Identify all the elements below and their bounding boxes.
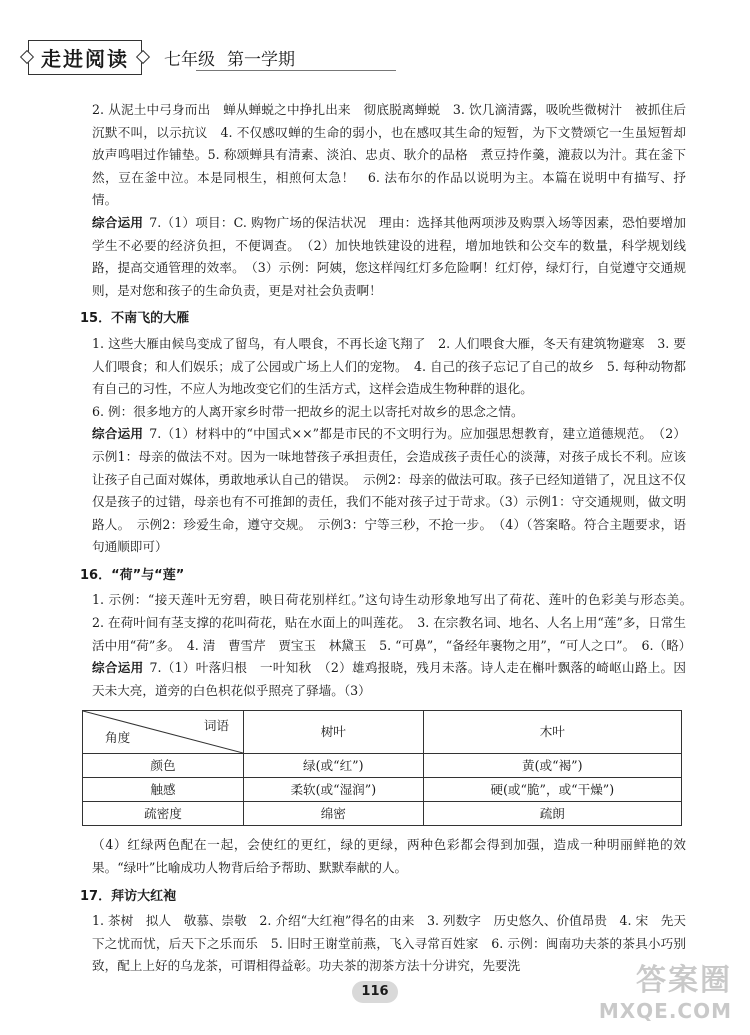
answer-paragraph bbox=[92, 423, 686, 559]
answer-paragraph: 1. 示例：“接天莲叶无穷碧，映日荷花别样红。”这句诗生动形象地写出了荷花、莲叶的色彩美与形态美。 2. 在荷叶间有茎支撑的花叫荷花，贴在水面上的叫莲花。 3. 在宗教名词、地名、人名上用“莲”多，日常生活中用“荷”多。 4. 清 曹雪芹 贾宝玉 林黛玉 5. “可鼻”，“备经年裹物之用”，“可人之口”。 6.（略） bbox=[92, 592, 699, 653]
answer-content bbox=[80, 99, 699, 978]
page-number: 116 bbox=[352, 981, 398, 1003]
grade-label: 七年级 bbox=[164, 49, 215, 70]
answer-paragraph: 1. 茶树 拟人 敬慕、崇敬 2. 介绍“大红袍”得名的由来 3. 列数字 历史悠久、价值昂贵 4. 宋 先天下之忧而忧，后天下之乐而乐 5. 旧时王谢堂前燕，飞入寻常百姓家 6. 示例：闽南功夫茶的茶具小巧别致，配上上好的乌龙茶，可谓相得益彰。功夫茶的沏茶方法十分讲究，先要洗 bbox=[92, 913, 686, 974]
section-heading: 16．“荷”与“莲” bbox=[80, 567, 185, 583]
watermark bbox=[599, 955, 732, 1023]
paragraph-text: 7.（1）材料中的“中国式××”都是市民的不文明行为。应加强思想教育，建立道德规范。 （2）示例1：母亲的做法不对。因为一味地替孩子承担责任，会造成孩子责任心的淡薄，对孩子成长不利。应该让孩子自己面对媒体，勇敢地承认自己的错误。 示例2：母亲的做法可取。孩子已经知道错了，况且这不仅仅是孩子的过错，母亲也有不可推卸的责任，我们不能对孩子过于苛求。（3）示例1：守交通规则，做文明路人。 示例2：珍爱生命，遵守交规。 示例3：宁等三秒，不抢一步。 （4）（答案略。符合主题要求，语句通顺即可） bbox=[92, 426, 687, 555]
table-row bbox=[83, 778, 682, 802]
row-label-cell: 触感 bbox=[83, 778, 244, 802]
table-cell: 硬(或“脆”，或“干燥”) bbox=[423, 778, 681, 802]
comparison-table bbox=[82, 710, 682, 826]
section-label: 综合运用 bbox=[92, 214, 144, 230]
section-label: 综合运用 bbox=[92, 426, 144, 442]
corner-top-label: 词语 bbox=[203, 718, 229, 734]
page-header bbox=[28, 40, 295, 74]
table-corner bbox=[83, 711, 244, 754]
answer-paragraph bbox=[92, 212, 686, 302]
watermark-top: 答案圈 bbox=[636, 963, 732, 998]
corner-bottom-label: 角度 bbox=[105, 729, 131, 745]
section-heading: 15．不南飞的大雁 bbox=[80, 311, 190, 327]
paragraph-text: 7.（1）叶落归根 一叶知秋 （2）雄鸡报晓，残月未落。诗人走在槲叶飘落的崎岖山路上。因天未大亮，道旁的白色枳花似乎照亮了驿墙。（3） bbox=[92, 660, 686, 698]
table-cell: 疏朗 bbox=[423, 802, 681, 826]
table-cell: 黄(或“褐”) bbox=[423, 754, 681, 778]
table-cell: 柔软(或“湿润”) bbox=[244, 778, 424, 802]
table-cell: 绿(或“红”) bbox=[244, 754, 424, 778]
table-row bbox=[83, 754, 682, 778]
section-heading: 17．拜访大红袍 bbox=[80, 888, 177, 904]
table-header-cell: 树叶 bbox=[244, 711, 424, 754]
paragraph-text: 7.（1）项目：C. 购物广场的保洁状况 理由：选择其他两项涉及购票入场等因素，恐怕要增加学生不必要的经济负担，不便调查。 （2）加快地铁建设的进程，增加地铁和公交车的数量，科学规划线路，提高交通管理的效率。 （3）示例：阿姨，您这样闯红灯多危险啊！红灯停，绿灯行，自觉遵守交通规则，是对您和孩子的生命负责，更是对社会负责啊！ bbox=[92, 214, 686, 298]
row-label-cell: 颜色 bbox=[83, 754, 244, 778]
row-label-cell: 疏密度 bbox=[83, 802, 244, 826]
table-row bbox=[83, 802, 682, 826]
answer-paragraph: 2. 从泥土中弓身而出 蝉从蝉蜕之中挣扎出来 彻底脱离蝉蜕 3. 饮几滴清露，吸吮些微树汁 被抓住后沉默不叫，以示抗议 4. 不仅感叹蝉的生命的弱小，也在感叹其生命的短暂，为下文赞颂它一生虽短暂却放声鸣唱过作铺垫。5. 称颂蝉具有清素、淡泊、忠贞、耿介的品格 煮豆持作羹，漉菽以为汁。萁在釜下然，豆在釜中泣。本是同根生，相煎何太急！ 6. 法布尔的作品以说明为主。本篇在说明中有描写、抒情。 bbox=[92, 102, 686, 208]
term-label: 第一学期 bbox=[227, 49, 295, 70]
answer-paragraph: 6. 例：很多地方的人离开家乡时带一把故乡的泥土以寄托对故乡的思念之情。 bbox=[92, 403, 524, 419]
table-cell: 绵密 bbox=[244, 802, 424, 826]
header-divider bbox=[196, 70, 396, 71]
series-title: 走进阅读 bbox=[28, 40, 142, 75]
answer-paragraph: 1. 这些大雁由候鸟变成了留鸟，有人喂食，不再长途飞翔了 2. 人们喂食大雁，冬天有建筑物避寒 3. 要人们喂食；和人们娱乐；成了公园或广场上人们的宠物。 4. 自己的孩子忘记了自己的故乡 5. 每种动物都有自己的习性，不应人为地改变它们的生活方式，这样会造成生物种群的退化。 bbox=[92, 335, 686, 397]
section-label: 综合运用 bbox=[92, 660, 144, 676]
watermark-bottom: MXQE.COM bbox=[598, 999, 732, 1023]
answer-paragraph bbox=[92, 657, 686, 702]
answer-paragraph: （4）红绿两色配在一起，会使红的更红，绿的更绿，两种色彩都会得到加强，造成一种明丽鲜艳的效果。“绿叶”比喻成功人物背后给予帮助、默默奉献的人。 bbox=[92, 837, 686, 876]
table-header-cell: 木叶 bbox=[423, 711, 681, 754]
